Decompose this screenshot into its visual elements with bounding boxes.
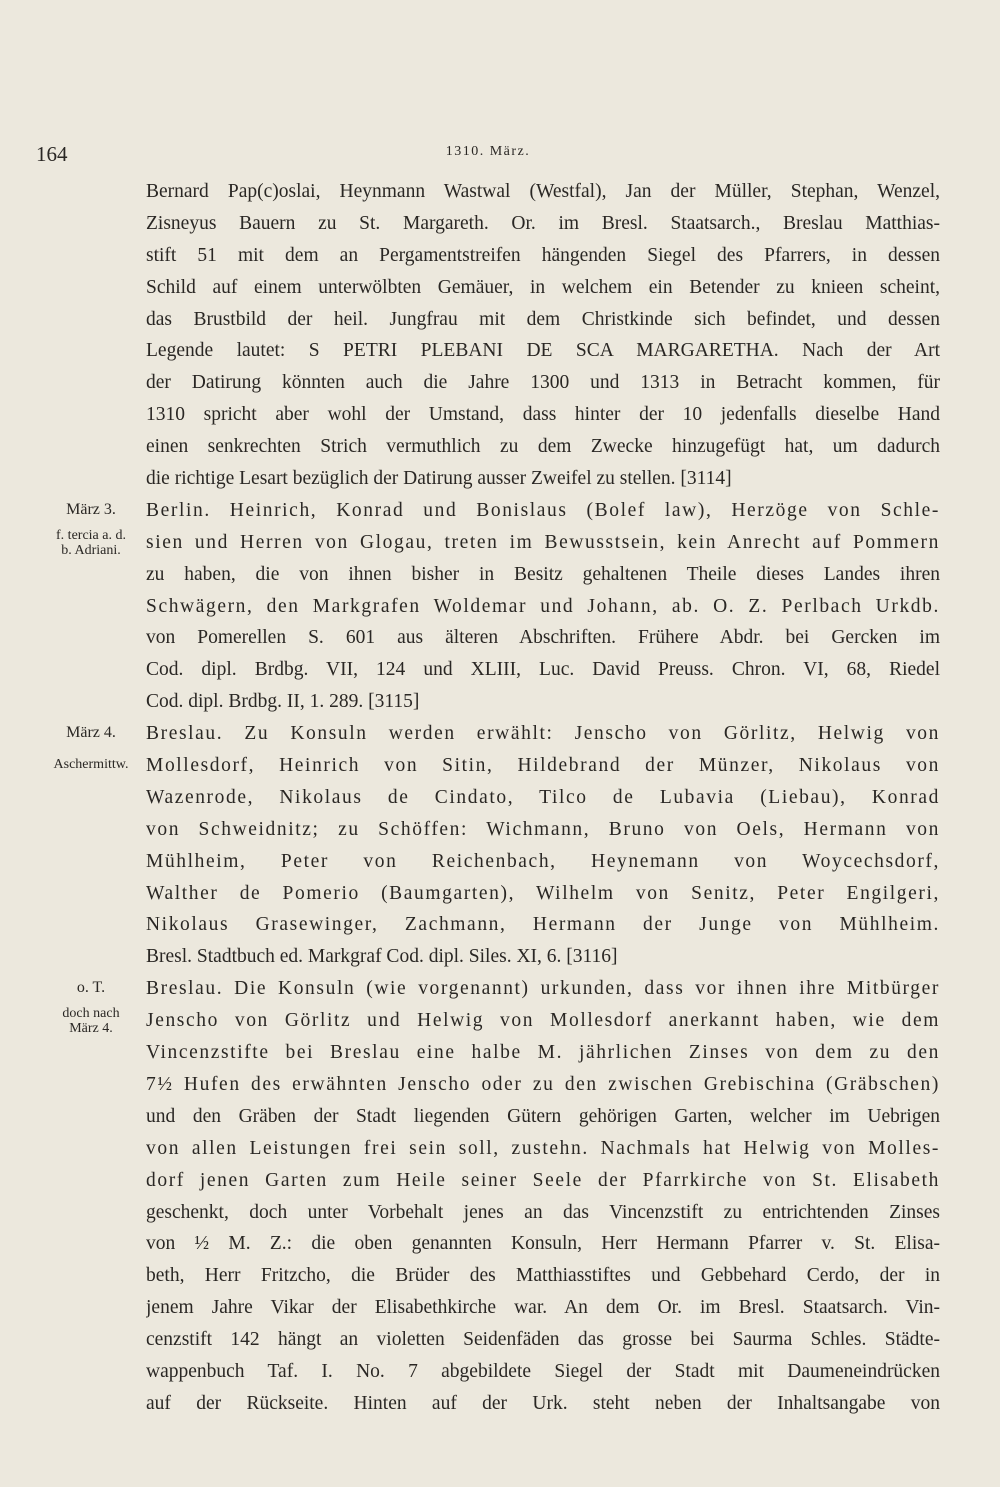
- line-text: 7½ Hufen des erwähnten Jenscho oder zu den zwischen Grebischina (Gräbschen): [146, 1073, 940, 1095]
- text-line: [36, 878, 940, 910]
- text-line: [36, 750, 940, 782]
- page-header: [36, 142, 940, 172]
- text-line: [36, 814, 940, 846]
- text-line: [36, 782, 940, 814]
- line-text: zu haben, die von ihnen bisher in Besitz gehaltenen Theile dieses Landes ihren: [146, 563, 940, 585]
- text-line: [36, 1037, 940, 1069]
- line-text: Berlin. Heinrich, Konrad und Bonislaus (Bolef law), Herzöge von Schle-: [146, 499, 940, 521]
- text-line: [36, 1069, 940, 1101]
- text-line: [36, 654, 940, 686]
- text-line: [36, 208, 940, 240]
- line-text: auf der Rückseite. Hinten auf der Urk. steht neben der Inhaltsangabe von: [146, 1392, 940, 1414]
- line-text: Nikolaus Grasewinger, Zachmann, Hermann der Junge von Mühlheim.: [146, 914, 940, 936]
- margin-note: März 4.: [66, 724, 116, 742]
- text-line: [36, 846, 940, 878]
- line-text: und den Gräben der Stadt liegenden Gütern gehörigen Garten, welcher im Uebrigen: [146, 1105, 940, 1127]
- margin-note: März 3.: [66, 500, 116, 518]
- text-line: [36, 335, 940, 367]
- text-line: [36, 1165, 940, 1197]
- text-line: [36, 431, 940, 463]
- line-text: beth, Herr Fritzcho, die Brüder des Matthiasstiftes und Gebbehard Cerdo, der in: [146, 1265, 940, 1287]
- line-text: Mühlheim, Peter von Reichenbach, Heynemann von Woycechsdorf,: [146, 850, 940, 872]
- line-text: Walther de Pomerio (Baumgarten), Wilhelm von Senitz, Peter Engilgeri,: [146, 882, 940, 904]
- text-line: [36, 973, 940, 1005]
- line-text: Breslau. Die Konsuln (wie vorgenannt) urkunden, dass vor ihnen ihre Mitbürger: [146, 978, 940, 1000]
- text-line: [36, 1133, 940, 1165]
- line-text: wappenbuch Taf. I. No. 7 abgebildete Siegel der Stadt mit Daumeneindrücken: [146, 1360, 940, 1382]
- line-text: Cod. dipl. Brdbg. VII, 124 und XLIII, Luc. David Preuss. Chron. VI, 68, Riedel: [146, 659, 940, 681]
- line-text: Wazenrode, Nikolaus de Cindato, Tilco de Lubavia (Liebau), Konrad: [146, 786, 940, 808]
- text-line: [36, 1005, 940, 1037]
- line-text: geschenkt, doch unter Vorbehalt jenes an das Vincenzstift zu entrichtenden Zinses: [146, 1201, 940, 1223]
- text-line: [36, 909, 940, 941]
- text-line: [36, 272, 940, 304]
- line-text: jenem Jahre Vikar der Elisabethkirche war. An dem Or. im Bresl. Staatsarch. Vin-: [146, 1297, 940, 1319]
- line-text: von allen Leistungen frei sein soll, zustehn. Nachmals hat Helwig von Molles-: [146, 1137, 940, 1159]
- text-line: [36, 463, 940, 495]
- line-text: Schild auf einem unterwölbten Gemäuer, in welchem ein Betender zu knieen scheint,: [146, 276, 940, 298]
- line-text: von Pomerellen S. 601 aus älteren Abschriften. Frühere Abdr. bei Gercken im: [146, 627, 940, 649]
- line-text: von ½ M. Z.: die oben genannten Konsuln, Herr Hermann Pfarrer v. St. Elisa-: [146, 1233, 940, 1255]
- text-line: [36, 240, 940, 272]
- line-text: Cod. dipl. Brdbg. II, 1. 289. [3115]: [146, 691, 420, 713]
- line-text: das Brustbild der heil. Jungfrau mit dem Christkinde sich befindet, und dessen: [146, 308, 940, 330]
- text-line: [36, 1292, 940, 1324]
- running-head: 1310. März.: [445, 144, 531, 159]
- text-line: [36, 304, 940, 336]
- line-text: Jenscho von Görlitz und Helwig von Mollesdorf anerkannt haben, wie dem: [146, 1010, 940, 1032]
- margin-note: doch nach März 4.: [62, 1006, 120, 1037]
- text-line: [36, 591, 940, 623]
- text-line: [36, 1388, 940, 1420]
- line-text: sien und Herren von Glogau, treten im Bewusstsein, kein Anrecht auf Pommern: [146, 531, 940, 553]
- text-line: [36, 559, 940, 591]
- line-text: Legende lautet: S PETRI PLEBANI DE SCA MARGARETHA. Nach der Art: [146, 340, 940, 362]
- text-line: [36, 399, 940, 431]
- line-text: Bernard Pap(c)oslai, Heynmann Wastwal (Westfal), Jan der Müller, Stephan, Wenzel,: [146, 181, 940, 202]
- line-text: Vincenzstifte bei Breslau eine halbe M. jährlichen Zinses von dem zu den: [146, 1042, 940, 1064]
- text-line: [36, 718, 940, 750]
- margin-note: o. T.: [76, 979, 106, 997]
- line-text: cenzstift 142 hängt an violetten Seidenfäden das grosse bei Saurma Schles. Städte-: [146, 1329, 940, 1351]
- line-text: die richtige Lesart bezüglich der Datirung ausser Zweifel zu stellen. [3114]: [146, 468, 732, 490]
- line-text: Bresl. Stadtbuch ed. Markgraf Cod. dipl. Siles. XI, 6. [3116]: [146, 946, 618, 968]
- text-line: [36, 1324, 940, 1356]
- line-text: Zisneyus Bauern zu St. Margareth. Or. im Bresl. Staatsarch., Breslau Matthias-: [146, 212, 940, 234]
- text-line: [36, 176, 940, 208]
- line-text: dorf jenen Garten zum Heile seiner Seele der Pfarrkirche von St. Elisabeth: [146, 1169, 940, 1191]
- line-text: Mollesdorf, Heinrich von Sitin, Hildebrand der Münzer, Nikolaus von: [146, 755, 940, 777]
- line-text: einen senkrechten Strich vermuthlich zu dem Zwecke hinzugefügt hat, um dadurch: [146, 436, 940, 458]
- line-text: 1310 spricht aber wohl der Umstand, dass hinter der 10 jedenfalls dieselbe Hand: [146, 404, 940, 426]
- document-body: [36, 176, 940, 1420]
- margin-note: f. tercia a. d. b. Adriani.: [56, 527, 126, 558]
- line-text: der Datirung könnten auch die Jahre 1300 und 1313 in Betracht kommen, für: [146, 372, 940, 394]
- line-text: stift 51 mit dem an Pergamentstreifen hängenden Siegel des Pfarrers, in dessen: [146, 244, 940, 266]
- margin-note: Aschermittw.: [53, 757, 129, 773]
- text-line: [36, 1356, 940, 1388]
- text-line: [36, 1197, 940, 1229]
- text-line: [36, 622, 940, 654]
- text-line: [36, 367, 940, 399]
- text-line: [36, 941, 940, 973]
- text-line: [36, 1101, 940, 1133]
- line-text: Breslau. Zu Konsuln werden erwählt: Jenscho von Görlitz, Helwig von: [146, 723, 940, 745]
- text-line: [36, 527, 940, 559]
- text-line: [36, 1260, 940, 1292]
- line-text: Schwägern, den Markgrafen Woldemar und Johann, ab. O. Z. Perlbach Urkdb.: [146, 595, 940, 617]
- text-line: [36, 686, 940, 718]
- page-number: 164: [36, 142, 68, 166]
- line-text: von Schweidnitz; zu Schöffen: Wichmann, Bruno von Oels, Hermann von: [146, 818, 940, 840]
- text-line: [36, 495, 940, 527]
- text-line: [36, 1228, 940, 1260]
